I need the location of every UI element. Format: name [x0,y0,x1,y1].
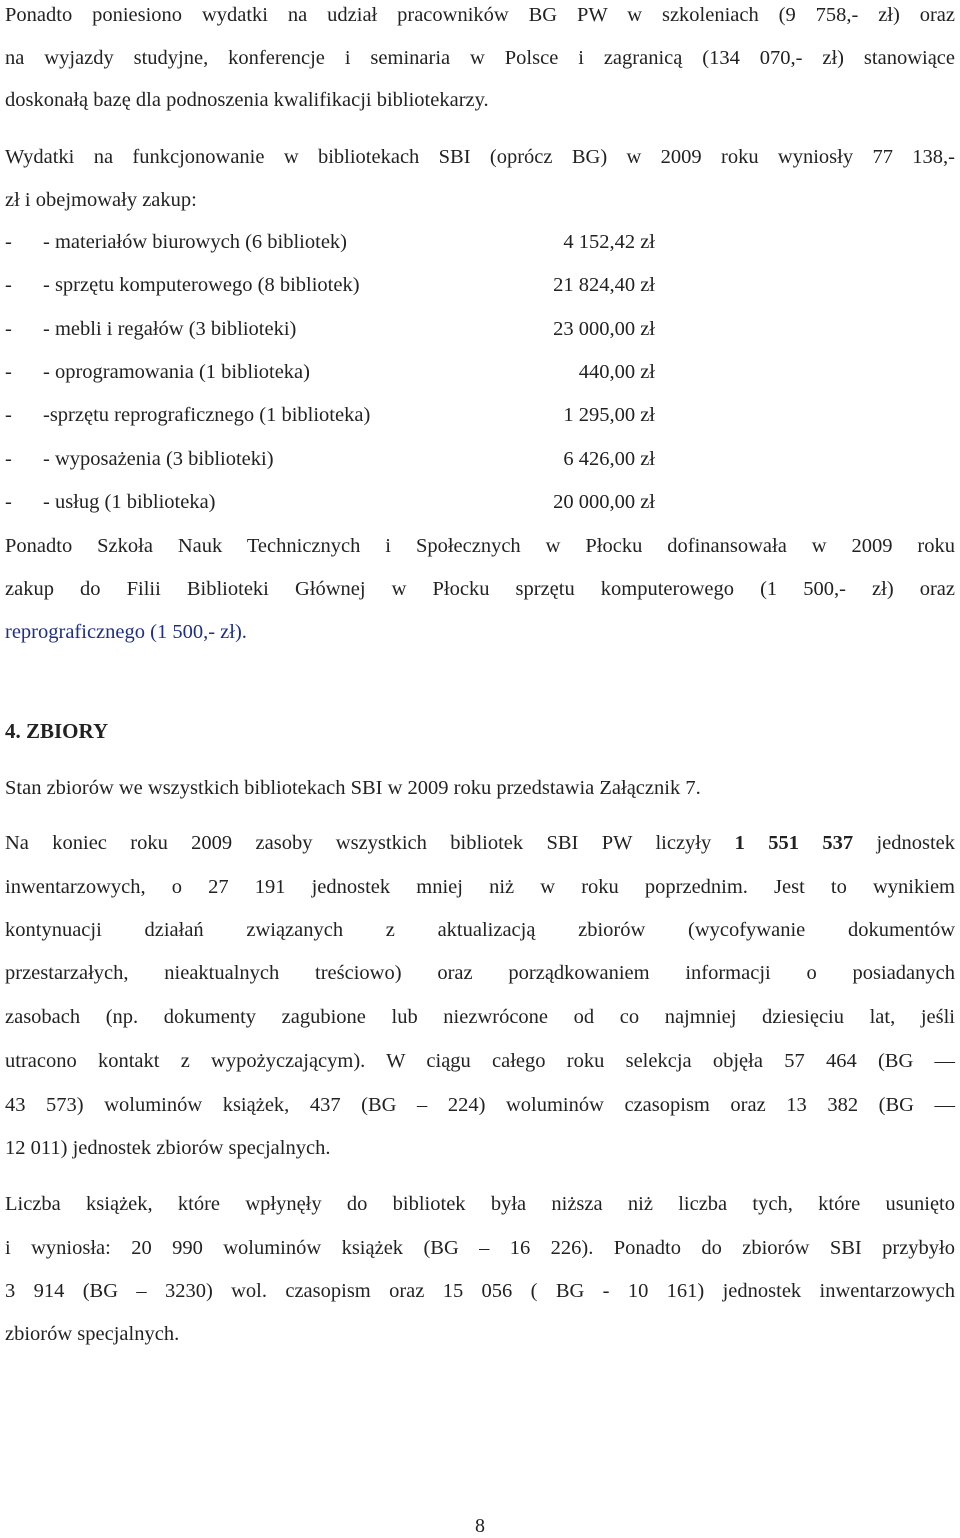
expense-amount: 6 426,00 zł [563,447,655,470]
expense-dash: - [5,231,12,253]
expense-dash: - [5,274,12,297]
books-line-4: zbiorów specjalnych. [5,1323,180,1345]
resources-line-5: zasobach (np. dokumenty zagubione lub niezwrócone od co najmniej dziesięciu lat, jeśli [5,1006,955,1028]
resources-line-2: inwentarzowych, o 27 191 jednostek mniej niż w roku poprzednim. Jest to wynikiem [5,876,955,898]
sbi-expenses-line-2: zł i obejmowały zakup: [5,189,197,211]
expense-dash: - [5,490,12,513]
plock-line-3: reprograficznego (1 500,- zł). [5,621,247,643]
books-line-3: 3 914 (BG – 3230) wol. czasopism oraz 15 056 ( BG - 10 161) jednostek inwentarzowych [5,1280,955,1302]
resources-line-7: 43 573) woluminów książek, 437 (BG – 224) woluminów czasopism oraz 13 382 (BG — [5,1094,955,1116]
expense-amount: 1 295,00 zł [563,404,655,427]
section-intro-line: Stan zbiorów we wszystkich bibliotekach SBI w 2009 roku przedstawia Załącznik 7. [5,777,701,799]
plock-line-1: Ponadto Szkoła Nauk Technicznych i Społecznych w Płocku dofinansowała w 2009 roku [5,535,955,557]
expense-label: - usług (1 biblioteka) [43,490,216,513]
expense-dash: - [5,360,12,383]
expense-amount: 4 152,42 zł [563,231,655,253]
resources-line-8: 12 011) jednostek zbiorów specjalnych. [5,1137,331,1159]
plock-line-2: zakup do Filii Biblioteki Głównej w Płocku sprzętu komputerowego (1 500,- zł) oraz [5,578,955,600]
expense-label: - wyposażenia (3 biblioteki) [43,447,274,470]
resources-line-3: kontynuacji działań związanych z aktualizacją zbiorów (wycofywanie dokumentów [5,919,955,941]
intro-line-3: doskonałą bazę dla podnoszenia kwalifikacji bibliotekarzy. [5,89,489,111]
expense-amount: 23 000,00 zł [553,317,655,340]
expense-dash: - [5,404,12,427]
books-line-2: i wyniosła: 20 990 woluminów książek (BG – 16 226). Ponadto do zbiorów SBI przybyło [5,1237,955,1259]
page-number: 8 [475,1515,485,1537]
books-line-1: Liczba książek, które wpłynęły do bibliotek była niższa niż liczba tych, które usunięto [5,1193,955,1215]
expense-amount: 21 824,40 zł [553,274,655,297]
intro-line-1: Ponadto poniesiono wydatki na udział pracowników BG PW w szkoleniach (9 758,- zł) oraz [5,4,955,26]
expense-label: - sprzętu komputerowego (8 bibliotek) [43,274,360,297]
total-units-value: 1 551 537 [734,832,854,854]
intro-line-2: na wyjazdy studyjne, konferencje i seminaria w Polsce i zagranicą (134 070,- zł) stanowiące [5,47,955,69]
expense-label: - mebli i regałów (3 biblioteki) [43,317,297,340]
resources-line-1-text: Na koniec roku 2009 zasoby wszystkich bibliotek SBI PW liczyły [5,832,712,854]
sbi-expenses-line-1: Wydatki na funkcjonowanie w bibliotekach SBI (oprócz BG) w 2009 roku wyniosły 77 138,- [5,146,955,168]
resources-line-1-unit: jednostek [876,832,956,854]
expense-label: - materiałów biurowych (6 bibliotek) [43,231,347,253]
expense-label: -sprzętu reprograficznego (1 biblioteka) [43,404,371,427]
expense-dash: - [5,447,12,470]
resources-line-6: utracono kontakt z wypożyczającym). W ciągu całego roku selekcja objęła 57 464 (BG — [5,1050,955,1072]
expense-amount: 440,00 zł [578,360,655,383]
expense-amount: 20 000,00 zł [553,490,655,513]
section-heading: 4. ZBIORY [5,719,109,743]
expense-label: - oprogramowania (1 biblioteka) [43,360,310,383]
expense-dash: - [5,317,12,340]
resources-line-4: przestarzałych, nieaktualnych treściowo) oraz porządkowaniem informacji o posiadanych [5,962,955,984]
resources-line-1 [5,831,955,855]
